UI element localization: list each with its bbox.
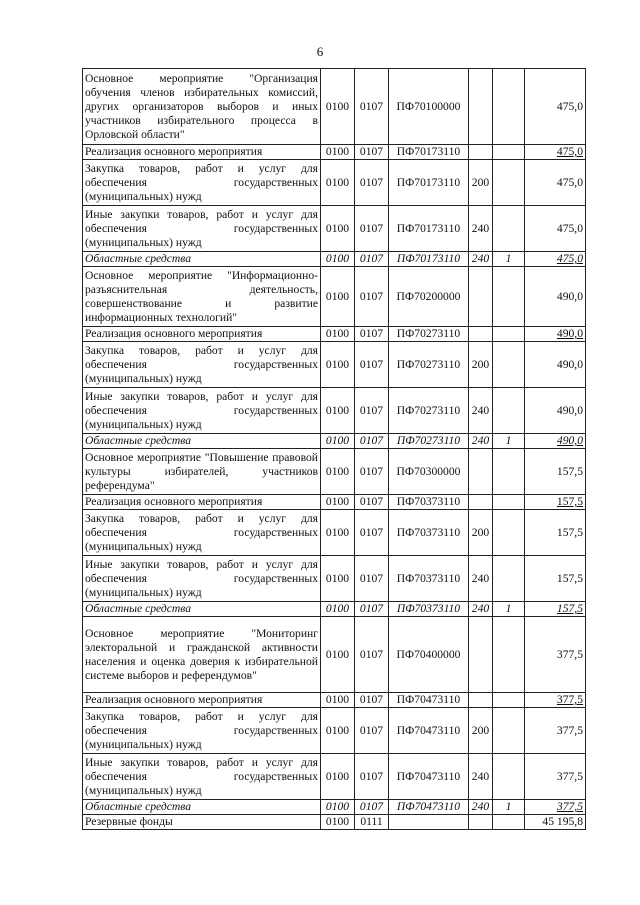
expense-type-code: 200 (469, 510, 493, 556)
section-code: 0100 (321, 160, 355, 206)
table-row (83, 69, 586, 145)
funding-source (493, 693, 525, 708)
row-name: Основное мероприятие "Повышение правовой культуры избирателей, участников референдума" (83, 449, 321, 495)
subsection-code: 0107 (355, 800, 389, 815)
amount: 377,5 (525, 800, 586, 815)
table-row (83, 267, 586, 327)
funding-source (493, 145, 525, 160)
row-name: Основное мероприятие "Организация обучения членов избирательных комиссий, других организаторов выборов и иных участников избирательного процесса в Орловской области" (83, 69, 321, 145)
table-row (83, 708, 586, 754)
page-number: 6 (316, 44, 324, 59)
target-article-code: ПФ70200000 (389, 267, 469, 327)
row-name: Реализация основного мероприятия (83, 327, 321, 342)
table-row (83, 327, 586, 342)
subsection-code: 0107 (355, 145, 389, 160)
amount: 377,5 (525, 693, 586, 708)
row-name: Иные закупки товаров, работ и услуг для обеспечения государственных (муниципальных) нужд (83, 206, 321, 252)
row-name: Закупка товаров, работ и услуг для обеспечения государственных (муниципальных) нужд (83, 510, 321, 556)
subsection-code: 0107 (355, 434, 389, 449)
section-code: 0100 (321, 693, 355, 708)
amount: 475,0 (525, 206, 586, 252)
amount: 157,5 (525, 510, 586, 556)
expense-type-code: 240 (469, 602, 493, 617)
subsection-code: 0107 (355, 388, 389, 434)
section-code: 0100 (321, 449, 355, 495)
section-code: 0100 (321, 252, 355, 267)
expense-type-code: 240 (469, 206, 493, 252)
target-article-code: ПФ70300000 (389, 449, 469, 495)
expense-type-code: 240 (469, 388, 493, 434)
subsection-code: 0107 (355, 342, 389, 388)
table-row (83, 556, 586, 602)
amount: 490,0 (525, 342, 586, 388)
funding-source: 1 (493, 800, 525, 815)
target-article-code: ПФ70373110 (389, 602, 469, 617)
target-article-code: ПФ70273110 (389, 388, 469, 434)
subsection-code: 0107 (355, 206, 389, 252)
target-article-code: ПФ70173110 (389, 160, 469, 206)
funding-source: 1 (493, 602, 525, 617)
section-code: 0100 (321, 342, 355, 388)
section-code: 0100 (321, 388, 355, 434)
row-name: Закупка товаров, работ и услуг для обеспечения государственных (муниципальных) нужд (83, 708, 321, 754)
row-name: Закупка товаров, работ и услуг для обеспечения государственных (муниципальных) нужд (83, 160, 321, 206)
target-article-code: ПФ70400000 (389, 617, 469, 693)
target-article-code: ПФ70473110 (389, 708, 469, 754)
funding-source (493, 708, 525, 754)
funding-source (493, 267, 525, 327)
expense-type-code (469, 617, 493, 693)
amount: 157,5 (525, 602, 586, 617)
subsection-code: 0107 (355, 754, 389, 800)
section-code: 0100 (321, 602, 355, 617)
target-article-code: ПФ70473110 (389, 800, 469, 815)
subsection-code: 0107 (355, 495, 389, 510)
row-name: Областные средства (83, 434, 321, 449)
table-row (83, 449, 586, 495)
subsection-code: 0107 (355, 252, 389, 267)
amount: 475,0 (525, 252, 586, 267)
section-code: 0100 (321, 145, 355, 160)
section-code: 0100 (321, 510, 355, 556)
subsection-code: 0107 (355, 617, 389, 693)
target-article-code: ПФ70473110 (389, 693, 469, 708)
amount: 475,0 (525, 69, 586, 145)
amount: 157,5 (525, 556, 586, 602)
expense-type-code (469, 495, 493, 510)
target-article-code: ПФ70373110 (389, 510, 469, 556)
table-row (83, 693, 586, 708)
row-name: Основное мероприятие "Информационно-разъяснительная деятельность, совершенствование и развитие информационных технологий" (83, 267, 321, 327)
target-article-code: ПФ70273110 (389, 342, 469, 388)
expense-type-code: 200 (469, 342, 493, 388)
section-code: 0100 (321, 708, 355, 754)
subsection-code: 0107 (355, 510, 389, 556)
section-code: 0100 (321, 800, 355, 815)
target-article-code: ПФ70273110 (389, 434, 469, 449)
table-row (83, 754, 586, 800)
row-name: Областные средства (83, 252, 321, 267)
target-article-code: ПФ70373110 (389, 556, 469, 602)
target-article-code: ПФ70373110 (389, 495, 469, 510)
budget-table (82, 68, 586, 830)
funding-source (493, 815, 525, 830)
expense-type-code (469, 327, 493, 342)
subsection-code: 0107 (355, 267, 389, 327)
row-name: Реализация основного мероприятия (83, 693, 321, 708)
funding-source (493, 342, 525, 388)
row-name: Закупка товаров, работ и услуг для обеспечения государственных (муниципальных) нужд (83, 342, 321, 388)
table-row (83, 160, 586, 206)
funding-source (493, 388, 525, 434)
row-name: Резервные фонды (83, 815, 321, 830)
amount: 475,0 (525, 145, 586, 160)
target-article-code: ПФ70173110 (389, 252, 469, 267)
amount: 490,0 (525, 267, 586, 327)
expense-type-code: 200 (469, 160, 493, 206)
section-code: 0100 (321, 206, 355, 252)
table-row (83, 617, 586, 693)
funding-source (493, 510, 525, 556)
amount: 377,5 (525, 708, 586, 754)
amount: 157,5 (525, 449, 586, 495)
amount: 490,0 (525, 327, 586, 342)
subsection-code: 0107 (355, 556, 389, 602)
expense-type-code: 240 (469, 434, 493, 449)
table-row (83, 495, 586, 510)
section-code: 0100 (321, 327, 355, 342)
subsection-code: 0107 (355, 327, 389, 342)
funding-source: 1 (493, 434, 525, 449)
expense-type-code (469, 69, 493, 145)
table-row (83, 800, 586, 815)
funding-source (493, 617, 525, 693)
funding-source: 1 (493, 252, 525, 267)
funding-source (493, 327, 525, 342)
amount: 490,0 (525, 434, 586, 449)
target-article-code: ПФ70173110 (389, 206, 469, 252)
subsection-code: 0107 (355, 69, 389, 145)
expense-type-code (469, 145, 493, 160)
target-article-code (389, 815, 469, 830)
section-code: 0100 (321, 267, 355, 327)
subsection-code: 0107 (355, 602, 389, 617)
funding-source (493, 754, 525, 800)
section-code: 0100 (321, 69, 355, 145)
amount: 45 195,8 (525, 815, 586, 830)
expense-type-code: 240 (469, 754, 493, 800)
table-row (83, 815, 586, 830)
table-row (83, 434, 586, 449)
row-name: Реализация основного мероприятия (83, 145, 321, 160)
row-name: Иные закупки товаров, работ и услуг для обеспечения государственных (муниципальных) нужд (83, 754, 321, 800)
funding-source (493, 556, 525, 602)
expense-type-code (469, 267, 493, 327)
section-code: 0100 (321, 495, 355, 510)
table-row (83, 342, 586, 388)
table-row (83, 145, 586, 160)
table-row (83, 602, 586, 617)
section-code: 0100 (321, 815, 355, 830)
row-name: Областные средства (83, 602, 321, 617)
row-name: Областные средства (83, 800, 321, 815)
section-code: 0100 (321, 754, 355, 800)
expense-type-code: 200 (469, 708, 493, 754)
funding-source (493, 69, 525, 145)
expense-type-code: 240 (469, 556, 493, 602)
expense-type-code (469, 815, 493, 830)
table-row (83, 510, 586, 556)
expense-type-code (469, 693, 493, 708)
row-name: Основное мероприятие "Мониторинг электоральной и гражданской активности населения и оценка доверия к избирательной системе выборов и референдумов" (83, 617, 321, 693)
table-row (83, 252, 586, 267)
expense-type-code: 240 (469, 252, 493, 267)
amount: 490,0 (525, 388, 586, 434)
table-row (83, 388, 586, 434)
funding-source (493, 160, 525, 206)
funding-source (493, 495, 525, 510)
table-row (83, 206, 586, 252)
row-name: Иные закупки товаров, работ и услуг для обеспечения государственных (муниципальных) нужд (83, 556, 321, 602)
subsection-code: 0107 (355, 693, 389, 708)
subsection-code: 0111 (355, 815, 389, 830)
subsection-code: 0107 (355, 449, 389, 495)
section-code: 0100 (321, 556, 355, 602)
funding-source (493, 449, 525, 495)
target-article-code: ПФ70273110 (389, 327, 469, 342)
amount: 377,5 (525, 754, 586, 800)
expense-type-code (469, 449, 493, 495)
section-code: 0100 (321, 617, 355, 693)
subsection-code: 0107 (355, 708, 389, 754)
amount: 377,5 (525, 617, 586, 693)
amount: 475,0 (525, 160, 586, 206)
target-article-code: ПФ70100000 (389, 69, 469, 145)
row-name: Реализация основного мероприятия (83, 495, 321, 510)
row-name: Иные закупки товаров, работ и услуг для обеспечения государственных (муниципальных) нужд (83, 388, 321, 434)
subsection-code: 0107 (355, 160, 389, 206)
budget-table-body (83, 69, 586, 830)
funding-source (493, 206, 525, 252)
expense-type-code: 240 (469, 800, 493, 815)
section-code: 0100 (321, 434, 355, 449)
amount: 157,5 (525, 495, 586, 510)
target-article-code: ПФ70473110 (389, 754, 469, 800)
target-article-code: ПФ70173110 (389, 145, 469, 160)
